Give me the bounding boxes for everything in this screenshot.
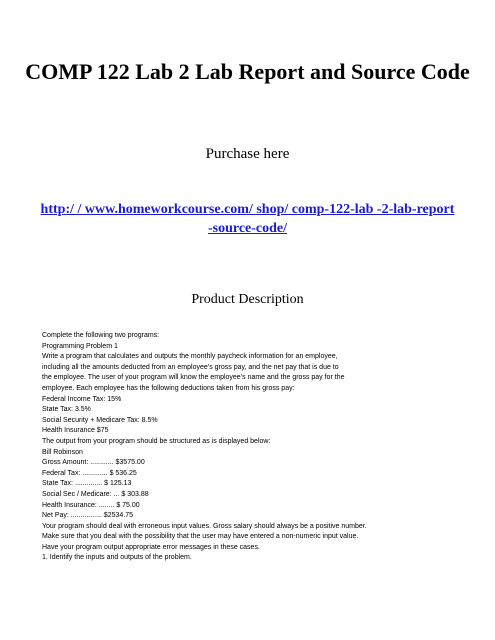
description-line: Your program should deal with erroneous input values. Gross salary should always be a positive number. xyxy=(42,522,367,530)
description-line: Have your program output appropriate error messages in these cases. xyxy=(42,543,260,551)
description-line: including all the amounts deducted from an employee’s gross pay, and the net pay that is due to xyxy=(42,363,339,371)
description-line: Write a program that calculates and outputs the monthly paycheck information for an employee, xyxy=(42,353,338,361)
description-line: Federal Income Tax: 15% xyxy=(42,395,122,403)
description-line: 1. Identify the inputs and outputs of the problem. xyxy=(42,554,192,562)
purchase-label: Purchase here xyxy=(205,146,290,162)
description-line: Social Sec / Medicare: ... $ 303.88 xyxy=(42,490,149,498)
product-description-heading: Product Description xyxy=(191,292,304,307)
purchase-link[interactable]: http:/ / www.homeworkcourse.com/ shop/ comp-122-lab -2-lab-report-source-code/ xyxy=(40,202,455,236)
description-line: Make sure that you deal with the possibility that the user may have entered a non-numeric input value. xyxy=(42,533,359,541)
description-line: The output from your program should be structured as is displayed below: xyxy=(42,437,271,445)
document-title: COMP 122 Lab 2 Lab Report and Source Code xyxy=(25,59,470,84)
description-line: Health Insurance $75 xyxy=(42,427,109,435)
description-line: Programming Problem 1 xyxy=(42,342,118,350)
description-line: State Tax: 3.5% xyxy=(42,406,91,414)
description-line: Social Security + Medicare Tax: 8.5% xyxy=(42,416,158,424)
description-line: Bill Robinson xyxy=(42,448,83,456)
description-line: the employee. The user of your program will know the employee’s name and the gross pay for the xyxy=(42,374,345,382)
description-line: Health Insurance: ........ $ 75.00 xyxy=(42,501,140,509)
description-line: Complete the following two programs: xyxy=(42,332,160,339)
description-line: State Tax: .............. $ 125.13 xyxy=(42,480,132,488)
description-line: Net Pay: ................ $2534.75 xyxy=(42,512,134,520)
product-description-body xyxy=(42,331,472,564)
description-line: Gross Amount: ............ $3575.00 xyxy=(42,459,145,467)
description-line: employee. Each employee has the following deductions taken from his gross pay: xyxy=(42,384,295,392)
description-line: Federal Tax: ............. $ 536.25 xyxy=(42,469,137,477)
